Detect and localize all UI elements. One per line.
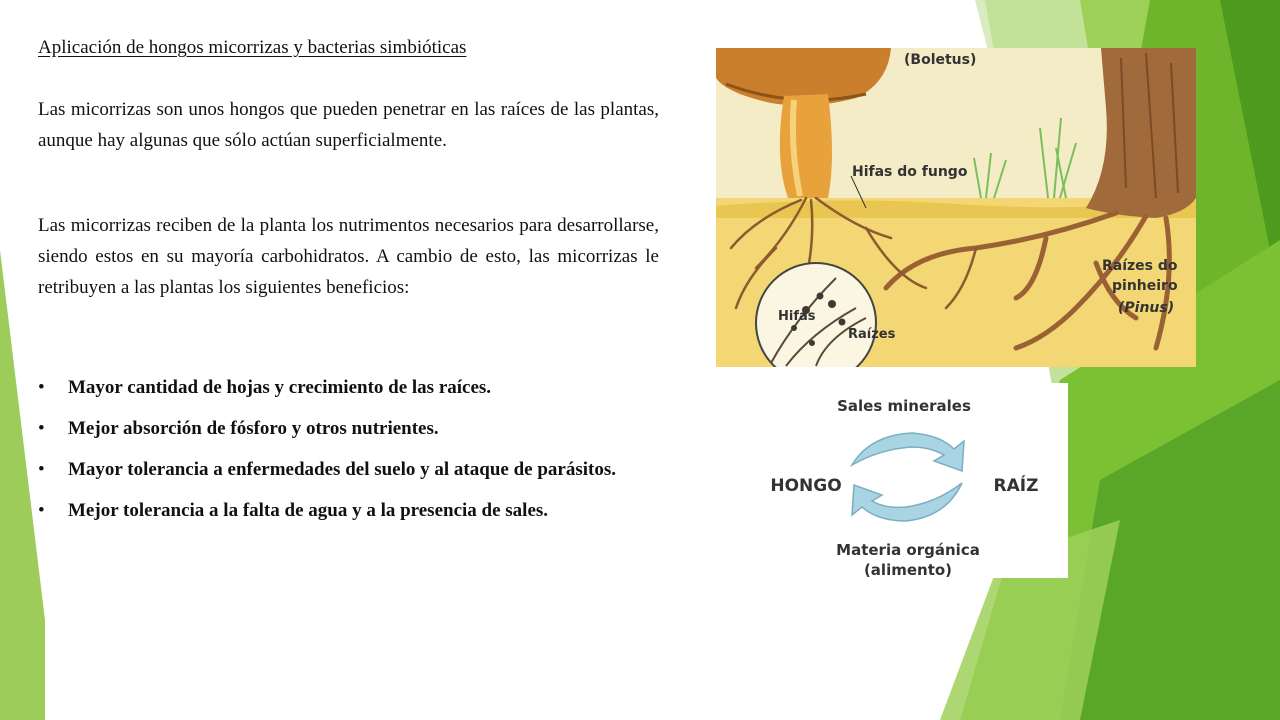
bullet-icon: • [38,418,45,439]
benefits-list [38,372,659,536]
bullet-text: Mayor tolerancia a enfermedades del suelo y al ataque de parásitos. [68,459,616,480]
bullet-icon: • [38,500,45,521]
list-item [38,413,659,444]
cycle-drawing [740,383,1068,578]
label-alimento: (alimento) [863,561,953,578]
bullet-icon: • [38,377,45,398]
label-materia-organica: Materia orgánica [836,541,980,559]
label-raizes-pinheiro-1: Raízes do [1102,258,1178,274]
benefits-paragraph: Las micorrizas reciben de la planta los nutrimentos necesarios para desarrollarse, siendo estos en su mayoría carbohidratos. A cambio de esto, las micorrizas le retribuyen a las plantas los siguientes beneficios: [38,215,659,298]
mycorrhiza-drawing [716,48,1196,367]
list-item [38,495,659,526]
label-raiz: RAÍZ [993,476,1039,496]
bullet-text: Mayor cantidad de hojas y crecimiento de las raíces. [68,377,492,398]
intro-paragraph: Las micorrizas son unos hongos que pueden penetrar en las raíces de las plantas, aunque hay algunas que sólo actúan superficialmente. [38,99,659,151]
bullet-text: Mejor absorción de fósforo y otros nutrientes. [68,418,439,439]
list-item [38,372,659,403]
bullet-text: Mejor tolerancia a la falta de agua y a la presencia de sales. [68,500,549,521]
arrow-down-icon [852,483,962,521]
label-hifas: Hifas [778,309,816,324]
label-boletus: (Boletus) [904,52,977,68]
list-item [38,454,659,485]
label-pinus: (Pinus) [1118,300,1175,316]
label-raizes-pinheiro-2: pinheiro [1112,278,1178,294]
bullet-icon: • [38,459,45,480]
mycorrhiza-illustration [716,48,1196,367]
label-hifas-fungo: Hifas do fungo [852,164,968,180]
label-hongo: HONGO [770,476,842,496]
label-raizes: Raízes [848,327,896,342]
exchange-cycle-diagram [740,383,1068,578]
arrow-up-icon [852,433,964,471]
slide-title: Aplicación de hongos micorrizas y bacterias simbióticas [38,37,467,58]
label-sales-minerales: Sales minerales [837,397,971,415]
